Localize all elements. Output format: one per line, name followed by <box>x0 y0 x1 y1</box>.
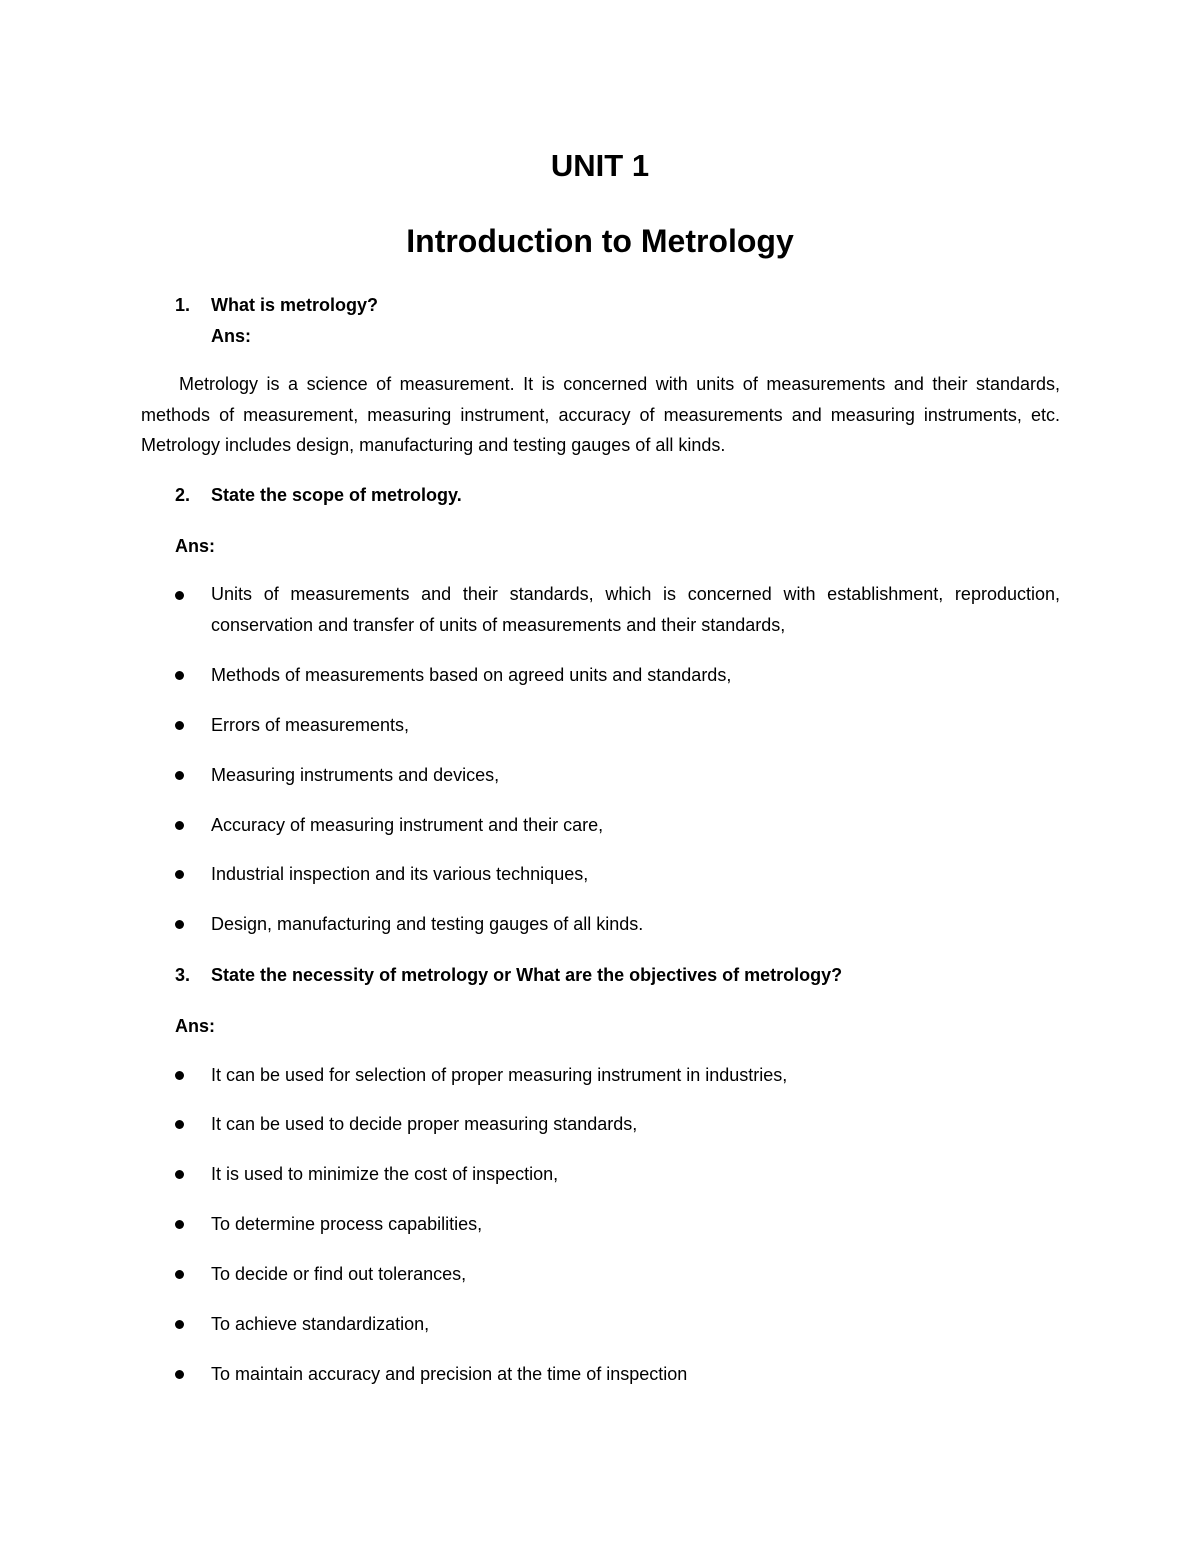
unit-title: UNIT 1 <box>550 148 650 183</box>
bullet-icon <box>175 1063 187 1075</box>
question-2-number: 2. <box>175 485 191 505</box>
bullet-icon <box>175 912 187 924</box>
list-item: To achieve standardization, <box>211 1314 430 1334</box>
list-item: Units of measurements and their standards, which is concerned with establishment, reproduction, conservation and transfer of units of measurements and their standards, <box>211 584 1060 635</box>
bullet-icon <box>175 583 187 595</box>
bullet-icon <box>175 862 187 874</box>
list-item: Measuring instruments and devices, <box>211 765 500 785</box>
bullet-icon <box>175 1112 187 1124</box>
bullet-icon <box>175 1162 187 1174</box>
bullet-icon <box>175 1262 187 1274</box>
question-3-number: 3. <box>175 965 191 985</box>
question-2-answer-label: Ans: <box>175 536 215 556</box>
question-1-answer: Metrology is a science of measurement. It is concerned with units of measurements and their standards, methods of measurement, measuring instrument, accuracy of measurements and measuring instruments, etc. Metrology includes design, manufacturing and testing gauges of all kinds. <box>141 374 1060 455</box>
list-item: Industrial inspection and its various techniques, <box>211 864 589 884</box>
bullet-icon <box>175 813 187 825</box>
question-2-text: State the scope of metrology. <box>211 485 462 505</box>
bullet-icon <box>175 1212 187 1224</box>
bullet-icon <box>175 1362 187 1374</box>
question-1-answer-label: Ans: <box>211 326 251 346</box>
question-3-answer-label: Ans: <box>175 1016 215 1036</box>
list-item: To determine process capabilities, <box>211 1214 483 1234</box>
list-item: It can be used for selection of proper measuring instrument in industries, <box>211 1065 788 1085</box>
page-title: Introduction to Metrology <box>406 223 794 259</box>
bullet-icon <box>175 763 187 775</box>
list-item: Errors of measurements, <box>211 715 410 735</box>
question-3-text: State the necessity of metrology or What are the objectives of metrology? <box>211 965 843 985</box>
list-item: It is used to minimize the cost of inspection, <box>211 1164 559 1184</box>
bullet-icon <box>175 1312 187 1324</box>
bullet-icon <box>175 663 187 675</box>
list-item: It can be used to decide proper measuring standards, <box>211 1114 638 1134</box>
question-1-number: 1. <box>175 295 191 315</box>
bullet-icon <box>175 713 187 725</box>
list-item: To maintain accuracy and precision at the time of inspection <box>211 1364 688 1384</box>
question-1-text: What is metrology? <box>211 295 379 315</box>
list-item: Design, manufacturing and testing gauges of all kinds. <box>211 914 644 934</box>
list-item: To decide or find out tolerances, <box>211 1264 467 1284</box>
list-item: Methods of measurements based on agreed units and standards, <box>211 665 732 685</box>
list-item: Accuracy of measuring instrument and their care, <box>211 815 604 835</box>
